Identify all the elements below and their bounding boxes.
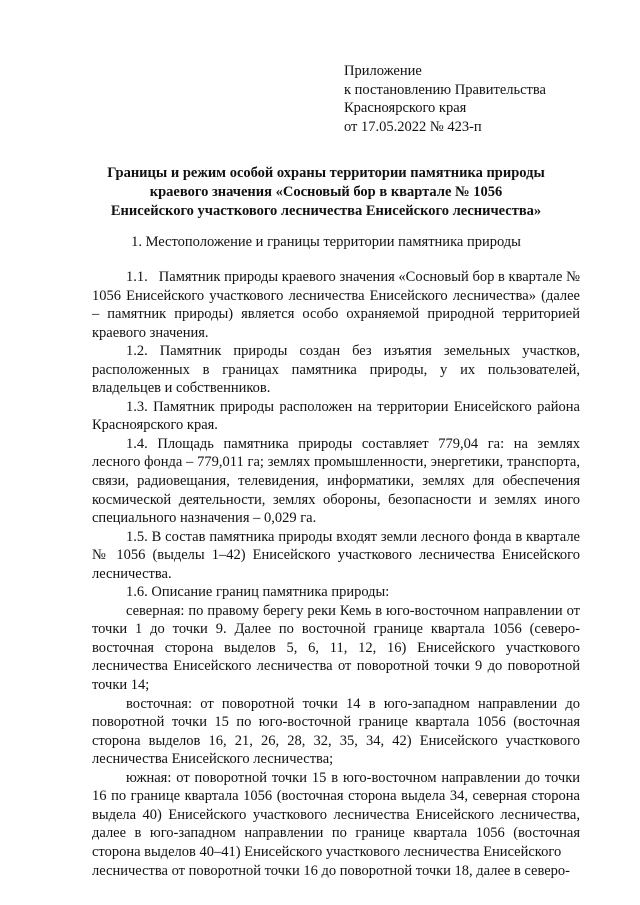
- appendix-date-number: от 17.05.2022 № 423-п: [344, 118, 482, 135]
- paragraph-1-4: 1.4. Площадь памятника природы составляет 779,04 га: на землях лесного фонда – 779,011 га; землях промышленности, энергетики, транспорта, связи, радиовещания, телевидения, информатики, землях для обеспечения космической деятельности, землях обороны, безопасности и землях иного специального назначения – 0,029 га.: [92, 435, 580, 527]
- appendix-line: Приложение: [344, 63, 422, 79]
- paragraph-1-2: 1.2. Памятник природы создан без изъятия земельных участков, расположенных в границах памятника природы, у их пользователей, владельцев и собственников.: [92, 343, 580, 397]
- title-line: Енисейского участкового лесничества Енисейского лесничества»: [110, 203, 542, 219]
- appendix-line: Красноярского края: [344, 100, 467, 116]
- paragraph-1-3: 1.3. Памятник природы расположен на территории Енисейского района Красноярского края.: [92, 398, 580, 434]
- title-line: краевого значения «Сосновый бор в квартале № 1056: [149, 184, 503, 200]
- appendix-line: к постановлению Правительства: [344, 81, 546, 98]
- paragraph-1-1: 1.1. Памятник природы краевого значения «Сосновый бор в квартале № 1056 Енисейского участкового лесничества Енисейского лесничества» (далее – памятник природы) является особо охраняемой природной территорией краевого значения.: [92, 269, 580, 341]
- paragraph-1-5: 1.5. В состав памятника природы входят земли лесного фонда в квартале № 1056 (выделы 1–42) Енисейского участкового лесничества Енисейского лесничества.: [92, 528, 580, 582]
- title-line: Границы и режим особой охраны территории памятника природы: [107, 165, 545, 181]
- boundary-east: восточная: от поворотной точки 14 в юго-западном направлении до поворотной точки 15 по юго-восточной границе квартала 1056 (восточная сторона выделов 16, 21, 26, 28, 32, 35, 34, 42) Енисейского участкового лесничества Енисейского лесничества;: [92, 695, 580, 768]
- section-body: [92, 268, 580, 880]
- section-heading: 1. Местоположение и границы территории памятника природы: [131, 234, 521, 250]
- document-title: [80, 164, 572, 221]
- paragraph-1-6: 1.6. Описание границ памятника природы:: [126, 584, 390, 601]
- boundary-south-continued: лесничества от поворотной точки 16 до поворотной точки 18, далее в северо-: [92, 862, 571, 879]
- boundary-north: северная: по правому берегу реки Кемь в юго-восточном направлении от точки 1 до точки 9. Далее по восточной границе квартала 1056 (северо-восточная сторона выделов 5, 6, 11, 12, 16) Енисейского участкового лесничества Енисейского лесничества от поворотной точки 9 до поворотной точки 14;: [92, 602, 580, 694]
- boundary-south: южная: от поворотной точки 15 в юго-восточном направлении до точки 16 по границе квартала 1056 (восточная сторона выдела 34, северная сторона выдела 40) Енисейского участкового лесничества Енисейского лесничества, далее в юго-западном направлении по границе квартала 1056 (восточная сторона выделов 40–41) Енисейского участкового лесничества Енисейского: [92, 769, 580, 860]
- appendix-note: [344, 62, 546, 136]
